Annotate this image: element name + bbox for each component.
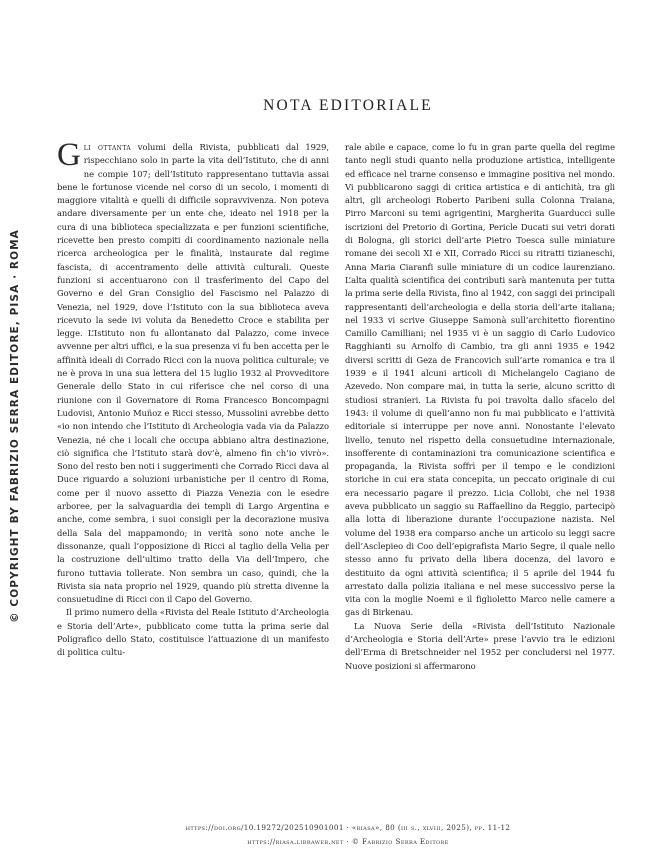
paragraph-text: volumi della Rivista, pubblicati dal 1929, rispecchiano solo in parte la vita dell’Istituto, che di anni ne compie 107; dell’Istituto rappresentano tuttavia assai bene le fortunose vicende nel corso di un secolo, i momenti di maggiore vitalità e quelli di difficile sopravvivenza. Non poteva andare diversamente per un ente che, ideato nel 1918 per la cura di una biblioteca specializzata e per funzioni scientifiche, ricevette ben presto compiti di coordinamento nazionale nella ricerca archeologica per le finalità, instaurate dal regime fascista, di accentramento delle attività culturali. Queste funzioni si accentuarono con il trasferimento del Capo del Governo e del Gran Consiglio del Fascismo nel Palazzo di Venezia, nel 1929, dove l’Istituto con la sua biblioteca aveva ricevuto la sede ivi voluta da Benedetto Croce e stabilita per legge. L’Istituto non fu allontanato dal Palazzo, come invece avvenne per altri uffici, e la sua presenza vi fu ben accetta per le affinità ideali di Corrado Ricci con la nuova politica culturale; ve ne è prova in una sua lettera del 15 luglio 1932 al Provveditore Generale dello Stato in cui riferisce che nel corso di una riunione con il Governatore di Roma Francesco Boncompagni Ludovisi, Antonio Muñoz e Ricci stesso, Mussolini avrebbe detto «io non intendo che l’Istituto di Archeologia vada via da Palazzo Venezia, né che i locali che occupa abbiano altra destinazione, ciò significa che l’Istituto starà dov’è, almeno fin ch’io vivrò». Sono del resto ben noti i suggerimenti che Corrado Ricci dava al Duce riguardo a soluzioni urbanistiche per il centro di Roma, come per il nuovo assetto di Piazza Venezia con le esedre arboree, per la salvaguardia dei templi di Largo Argentina e anche, come sembra, i suoi consigli per la decorazione musiva della Sala del mappamondo; in verità sono note anche le dissonanze, quali l’opposizione di Ricci al taglio della Velia per la costruzione dell’ultimo tratto della Via dell’Impero, che furono tuttavia tollerate. Non sembra un caso, quindi, che la Rivista sia nata proprio nel 1929, quando più stretta divenne la consuetudine di Ricci con il Capo del Governo. bbox=[57, 142, 329, 605]
page-title: NOTA EDITORIALE bbox=[263, 97, 433, 114]
paragraph: Il primo numero della «Rivista del Reale Istituto d’Archeologia e Storia dell’Arte», pubblicato come tutta la prima serie dal Poligrafico dello Stato, costituisce l’attuazione di un manifesto di politica cultu- bbox=[57, 607, 329, 658]
left-column bbox=[57, 137, 329, 660]
lead-words: li ottanta bbox=[83, 142, 132, 152]
drop-cap: G bbox=[57, 137, 81, 173]
paragraph bbox=[57, 137, 329, 606]
right-column bbox=[345, 141, 615, 673]
doi-citation[interactable]: https://doi.org/10.19272/202510901001 · «riasa», 80 (iii s., xlviii, 2025), pp. 11-12 bbox=[185, 823, 511, 832]
copyright-notice: © COPYRIGHT BY FABRIZIO SERRA EDITORE, PISA · ROMA bbox=[9, 229, 21, 623]
footer-doi-line bbox=[48, 823, 648, 832]
footer-site-line bbox=[48, 837, 648, 846]
paragraph: La Nuova Serie della «Rivista dell’Istituto Nazionale d’Archeologia e Storia dell’Arte» prese l’avvio tra le edizioni dell’Erma di Bretschneider nel 1952 per concludersi nel 1977. Nuove posizioni si affermarono bbox=[345, 620, 615, 671]
site-link[interactable]: https://riasa.libraweb.net · © Fabrizio Serra Editore bbox=[247, 837, 449, 846]
paragraph: rale abile e capace, come lo fu in gran parte quella del regime tanto negli studi quanto nella produzione artistica, intelligente ed efficace nel trarne consenso e immagine positiva nel mondo. Vi pubblicarono saggi di critica artistica e di antichità, tra gli altri, gli archeologi Roberto Paribeni sulla Colonna Traiana, Pirro Marconi su temi agrigentini, Margherita Guarducci sulle iscrizioni del Pretorio di Gortina, Pericle Ducati sui vetri dorati di Bologna, gli storici dell’arte Pietro Toesca sulle miniature romane dei secoli XI e XII, Corrado Ricci su ritratti tizianeschi, Anna Maria Ciaranfi sulle miniature di un codice laurenziano. L’alta qualità scientifica dei contributi sarà mantenuta per tutta la prima serie della Rivista, fino al 1942, con saggi dei principali rappresentanti dell’archeologia e della storia dell’arte italiana; nel 1933 vi scrive Giuseppe Samonà sull’architetto fiorentino Camillo Camilliani; nel 1935 vi è un saggio di Carlo Ludovico Ragghianti su Arnolfo di Cambio, tra gli anni 1935 e 1942 diversi scritti di Geza de Francovich sull’arte romanica e tra il 1939 e il 1941 alcuni articoli di Michelangelo Cagiano de Azevedo. Non compare mai, in tutta la serie, alcuno scritto di studiosi stranieri. La Rivista fu poi travolta dallo sfacelo del 1943: il volume di quell’anno non fu mai pubblicato e l’attività editoriale si interruppe per nove anni. Nonostante l’elevato livello, tenuto nel rispetto della consuetudine internazionale, insofferente di contaminazioni tra comunicazione scientifica e propaganda, la Rivista soffrì per il tempo e le condizioni storiche in cui era stata concepita, un peccato originale di cui era necessario pagare il prezzo. Licia Collobi, che nel 1938 aveva pubblicato un saggio su Raffaellino da Reggio, partecipò alla lotta di liberazione durante l’occupazione nazista. Nel volume del 1938 era comparso anche un articolo su leggi sacre dell’Asclepieo di Coo dell’epigrafista Mario Segre, il quale nello stesso anno fu privato della libera docenza, del lavoro e destituito da ogni attività scientifica; il 5 aprile del 1944 fu arrestato dalla polizia italiana e nel mese successivo perse la vita con la moglie Noemi e il figlioletto Marco nelle camere a gas di Birkenau. bbox=[345, 142, 615, 618]
